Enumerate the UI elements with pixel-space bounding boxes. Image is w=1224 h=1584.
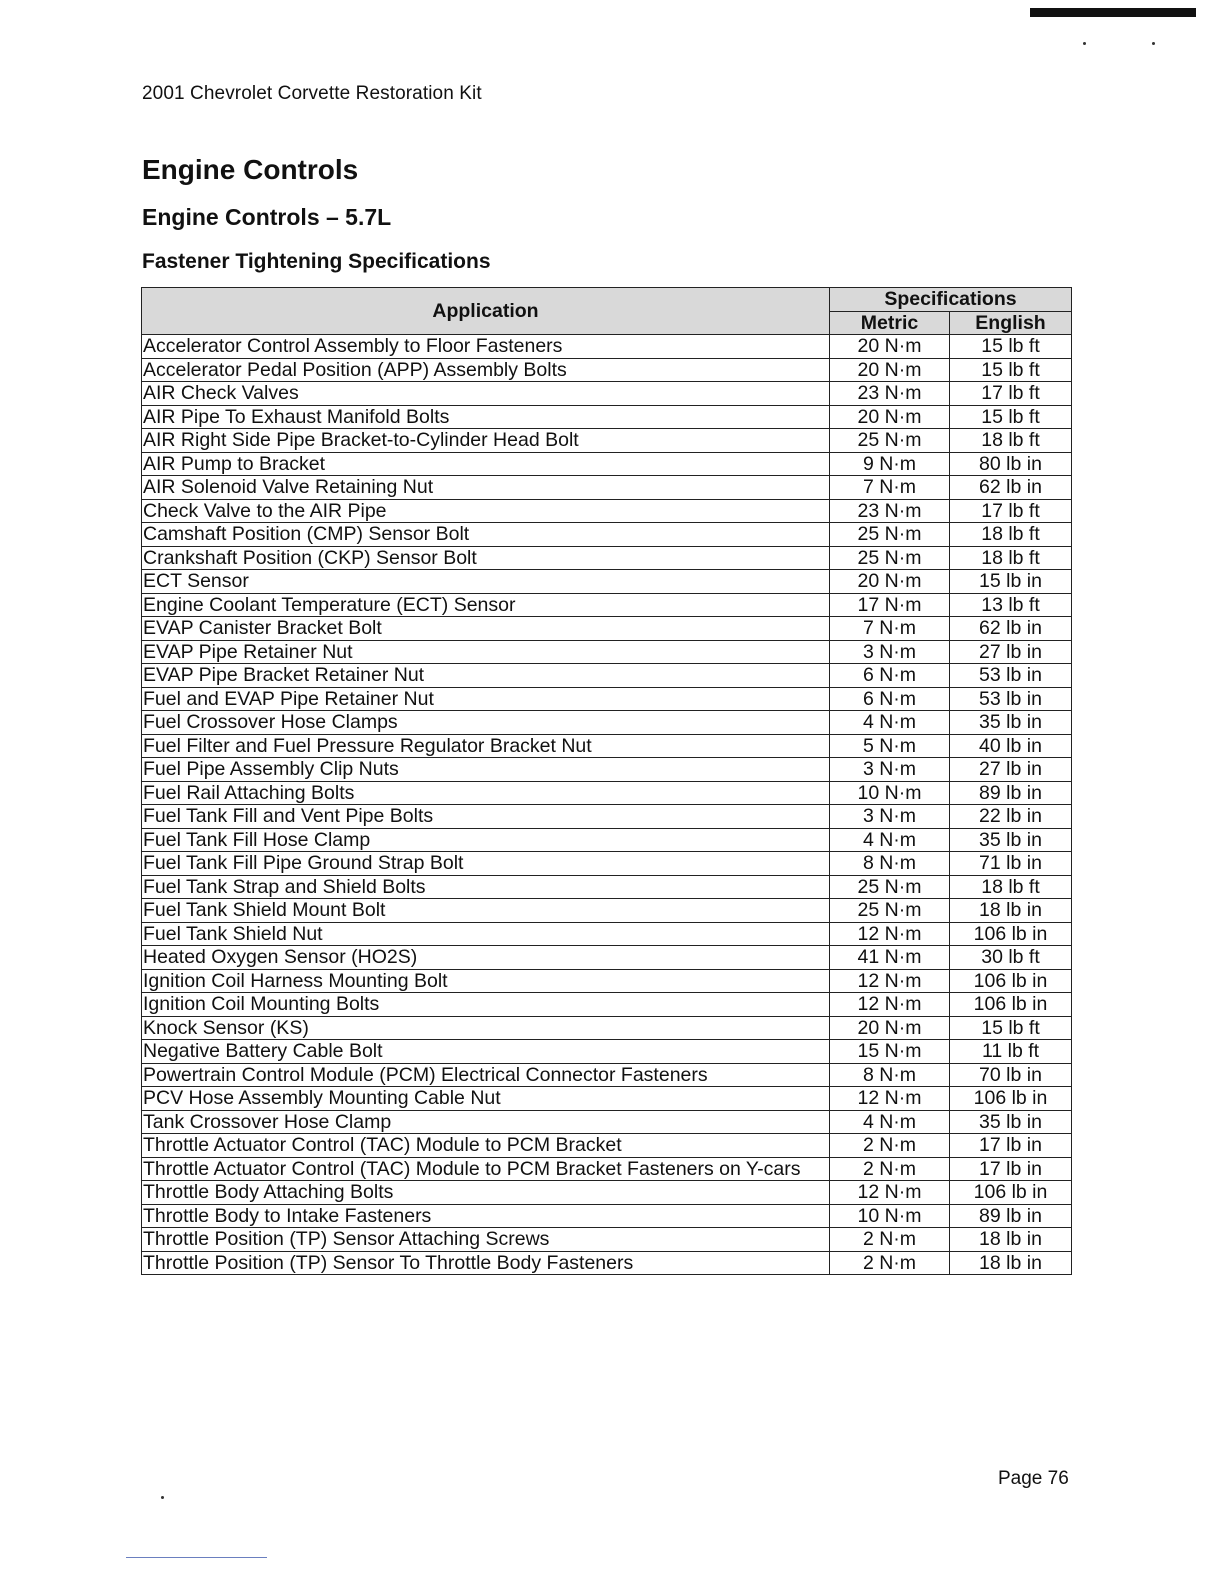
english-cell: 106 lb in — [950, 922, 1072, 946]
english-cell: 18 lb ft — [950, 523, 1072, 547]
english-cell: 53 lb in — [950, 687, 1072, 711]
metric-cell: 10 N·m — [830, 1204, 950, 1228]
application-cell: Fuel Pipe Assembly Clip Nuts — [142, 758, 830, 782]
metric-cell: 20 N·m — [830, 1016, 950, 1040]
application-cell: Fuel Tank Fill Hose Clamp — [142, 828, 830, 852]
table-row — [142, 1157, 1072, 1181]
table-row — [142, 875, 1072, 899]
table-row — [142, 899, 1072, 923]
english-cell: 18 lb ft — [950, 546, 1072, 570]
english-cell: 35 lb in — [950, 828, 1072, 852]
application-cell: Throttle Actuator Control (TAC) Module to PCM Bracket — [142, 1134, 830, 1158]
application-cell: Fuel Filter and Fuel Pressure Regulator Bracket Nut — [142, 734, 830, 758]
metric-cell: 3 N·m — [830, 640, 950, 664]
metric-cell: 17 N·m — [830, 593, 950, 617]
metric-cell: 20 N·m — [830, 358, 950, 382]
english-cell: 18 lb ft — [950, 875, 1072, 899]
application-cell: Ignition Coil Harness Mounting Bolt — [142, 969, 830, 993]
table-row — [142, 476, 1072, 500]
table-row — [142, 405, 1072, 429]
metric-cell: 9 N·m — [830, 452, 950, 476]
metric-cell: 3 N·m — [830, 805, 950, 829]
english-cell: 40 lb in — [950, 734, 1072, 758]
english-cell: 18 lb ft — [950, 429, 1072, 453]
english-cell: 15 lb ft — [950, 335, 1072, 359]
metric-cell: 20 N·m — [830, 335, 950, 359]
table-row — [142, 664, 1072, 688]
metric-cell: 15 N·m — [830, 1040, 950, 1064]
application-cell: AIR Pipe To Exhaust Manifold Bolts — [142, 405, 830, 429]
metric-cell: 25 N·m — [830, 899, 950, 923]
application-cell: Tank Crossover Hose Clamp — [142, 1110, 830, 1134]
table-row — [142, 640, 1072, 664]
metric-cell: 6 N·m — [830, 664, 950, 688]
table-row — [142, 429, 1072, 453]
metric-cell: 8 N·m — [830, 852, 950, 876]
table-row — [142, 922, 1072, 946]
table-title: Fastener Tightening Specifications — [142, 250, 491, 273]
scan-artifact-dot — [1083, 42, 1086, 45]
english-cell: 17 lb ft — [950, 499, 1072, 523]
table-row — [142, 687, 1072, 711]
application-cell: Fuel Tank Shield Mount Bolt — [142, 899, 830, 923]
application-cell: Powertrain Control Module (PCM) Electrical Connector Fasteners — [142, 1063, 830, 1087]
scan-artifact-dot — [161, 1496, 164, 1499]
table-row — [142, 734, 1072, 758]
english-cell: 18 lb in — [950, 1228, 1072, 1252]
table-row — [142, 1251, 1072, 1275]
english-cell: 17 lb in — [950, 1157, 1072, 1181]
english-cell: 106 lb in — [950, 969, 1072, 993]
table-row — [142, 335, 1072, 359]
table-row — [142, 452, 1072, 476]
metric-cell: 23 N·m — [830, 382, 950, 406]
table-row — [142, 852, 1072, 876]
english-cell: 89 lb in — [950, 1204, 1072, 1228]
application-cell: AIR Check Valves — [142, 382, 830, 406]
application-cell: Fuel Tank Fill Pipe Ground Strap Bolt — [142, 852, 830, 876]
english-cell: 35 lb in — [950, 711, 1072, 735]
application-cell: Throttle Position (TP) Sensor Attaching Screws — [142, 1228, 830, 1252]
table-row — [142, 711, 1072, 735]
english-cell: 17 lb in — [950, 1134, 1072, 1158]
metric-cell: 25 N·m — [830, 875, 950, 899]
english-cell: 53 lb in — [950, 664, 1072, 688]
english-cell: 15 lb ft — [950, 1016, 1072, 1040]
metric-cell: 12 N·m — [830, 922, 950, 946]
metric-cell: 8 N·m — [830, 1063, 950, 1087]
english-cell: 22 lb in — [950, 805, 1072, 829]
english-cell: 13 lb ft — [950, 593, 1072, 617]
english-header: English — [950, 311, 1072, 335]
table-header-row — [142, 288, 1072, 312]
table-row — [142, 781, 1072, 805]
table-row — [142, 969, 1072, 993]
table-row — [142, 993, 1072, 1017]
application-cell: AIR Pump to Bracket — [142, 452, 830, 476]
metric-cell: 2 N·m — [830, 1134, 950, 1158]
application-cell: Check Valve to the AIR Pipe — [142, 499, 830, 523]
english-cell: 89 lb in — [950, 781, 1072, 805]
table-row — [142, 1063, 1072, 1087]
application-cell: Throttle Body to Intake Fasteners — [142, 1204, 830, 1228]
english-cell: 15 lb in — [950, 570, 1072, 594]
metric-header: Metric — [830, 311, 950, 335]
english-cell: 11 lb ft — [950, 1040, 1072, 1064]
table-row — [142, 1110, 1072, 1134]
metric-cell: 7 N·m — [830, 617, 950, 641]
english-cell: 70 lb in — [950, 1063, 1072, 1087]
metric-cell: 25 N·m — [830, 523, 950, 547]
table-row — [142, 1087, 1072, 1111]
application-cell: Knock Sensor (KS) — [142, 1016, 830, 1040]
metric-cell: 4 N·m — [830, 828, 950, 852]
table-row — [142, 546, 1072, 570]
application-cell: EVAP Pipe Retainer Nut — [142, 640, 830, 664]
english-cell: 27 lb in — [950, 758, 1072, 782]
table-row — [142, 1181, 1072, 1205]
english-cell: 30 lb ft — [950, 946, 1072, 970]
table-row — [142, 499, 1072, 523]
application-cell: Negative Battery Cable Bolt — [142, 1040, 830, 1064]
table-row — [142, 1040, 1072, 1064]
english-cell: 18 lb in — [950, 1251, 1072, 1275]
metric-cell: 2 N·m — [830, 1157, 950, 1181]
section-subtitle: Engine Controls – 5.7L — [142, 204, 392, 230]
metric-cell: 12 N·m — [830, 1181, 950, 1205]
application-cell: PCV Hose Assembly Mounting Cable Nut — [142, 1087, 830, 1111]
table-body — [142, 335, 1072, 1275]
metric-cell: 12 N·m — [830, 969, 950, 993]
table-row — [142, 946, 1072, 970]
scan-artifact-bar — [1030, 8, 1196, 17]
application-cell: Fuel Tank Fill and Vent Pipe Bolts — [142, 805, 830, 829]
metric-cell: 5 N·m — [830, 734, 950, 758]
english-cell: 106 lb in — [950, 1087, 1072, 1111]
table-row — [142, 382, 1072, 406]
english-cell: 35 lb in — [950, 1110, 1072, 1134]
application-cell: Engine Coolant Temperature (ECT) Sensor — [142, 593, 830, 617]
metric-cell: 20 N·m — [830, 570, 950, 594]
application-cell: Accelerator Control Assembly to Floor Fasteners — [142, 335, 830, 359]
english-cell: 106 lb in — [950, 1181, 1072, 1205]
table-row — [142, 758, 1072, 782]
table-row — [142, 828, 1072, 852]
document-header: 2001 Chevrolet Corvette Restoration Kit — [142, 83, 482, 104]
metric-cell: 6 N·m — [830, 687, 950, 711]
application-cell: Crankshaft Position (CKP) Sensor Bolt — [142, 546, 830, 570]
specifications-header: Specifications — [830, 288, 1072, 312]
table-row — [142, 570, 1072, 594]
application-cell: Fuel Tank Shield Nut — [142, 922, 830, 946]
table-row — [142, 617, 1072, 641]
english-cell: 27 lb in — [950, 640, 1072, 664]
application-cell: ECT Sensor — [142, 570, 830, 594]
english-cell: 71 lb in — [950, 852, 1072, 876]
application-cell: Fuel Tank Strap and Shield Bolts — [142, 875, 830, 899]
metric-cell: 2 N·m — [830, 1251, 950, 1275]
application-cell: AIR Right Side Pipe Bracket-to-Cylinder Head Bolt — [142, 429, 830, 453]
english-cell: 106 lb in — [950, 993, 1072, 1017]
metric-cell: 4 N·m — [830, 1110, 950, 1134]
page-number: Page 76 — [998, 1468, 1069, 1489]
metric-cell: 7 N·m — [830, 476, 950, 500]
metric-cell: 12 N·m — [830, 993, 950, 1017]
metric-cell: 20 N·m — [830, 405, 950, 429]
metric-cell: 2 N·m — [830, 1228, 950, 1252]
metric-cell: 3 N·m — [830, 758, 950, 782]
english-cell: 15 lb ft — [950, 358, 1072, 382]
application-cell: Camshaft Position (CMP) Sensor Bolt — [142, 523, 830, 547]
application-cell: EVAP Canister Bracket Bolt — [142, 617, 830, 641]
table-row — [142, 523, 1072, 547]
table-row — [142, 805, 1072, 829]
table-row — [142, 1016, 1072, 1040]
metric-cell: 23 N·m — [830, 499, 950, 523]
application-header: Application — [142, 288, 830, 335]
table-row — [142, 1134, 1072, 1158]
english-cell: 62 lb in — [950, 476, 1072, 500]
footer-rule — [126, 1557, 267, 1558]
english-cell: 80 lb in — [950, 452, 1072, 476]
metric-cell: 12 N·m — [830, 1087, 950, 1111]
metric-cell: 41 N·m — [830, 946, 950, 970]
scan-artifact-dot — [1152, 42, 1155, 45]
fastener-spec-table — [141, 287, 1072, 1275]
application-cell: Fuel Crossover Hose Clamps — [142, 711, 830, 735]
application-cell: Accelerator Pedal Position (APP) Assembly Bolts — [142, 358, 830, 382]
table-row — [142, 358, 1072, 382]
metric-cell: 10 N·m — [830, 781, 950, 805]
english-cell: 15 lb ft — [950, 405, 1072, 429]
table-row — [142, 593, 1072, 617]
application-cell: Fuel and EVAP Pipe Retainer Nut — [142, 687, 830, 711]
table-row — [142, 1228, 1072, 1252]
application-cell: Throttle Actuator Control (TAC) Module to PCM Bracket Fasteners on Y-cars — [142, 1157, 830, 1181]
table-row — [142, 1204, 1072, 1228]
english-cell: 62 lb in — [950, 617, 1072, 641]
application-cell: AIR Solenoid Valve Retaining Nut — [142, 476, 830, 500]
application-cell: Ignition Coil Mounting Bolts — [142, 993, 830, 1017]
metric-cell: 25 N·m — [830, 429, 950, 453]
application-cell: EVAP Pipe Bracket Retainer Nut — [142, 664, 830, 688]
section-title: Engine Controls — [142, 154, 359, 185]
metric-cell: 25 N·m — [830, 546, 950, 570]
application-cell: Throttle Body Attaching Bolts — [142, 1181, 830, 1205]
application-cell: Fuel Rail Attaching Bolts — [142, 781, 830, 805]
application-cell: Heated Oxygen Sensor (HO2S) — [142, 946, 830, 970]
english-cell: 18 lb in — [950, 899, 1072, 923]
metric-cell: 4 N·m — [830, 711, 950, 735]
application-cell: Throttle Position (TP) Sensor To Throttle Body Fasteners — [142, 1251, 830, 1275]
english-cell: 17 lb ft — [950, 382, 1072, 406]
